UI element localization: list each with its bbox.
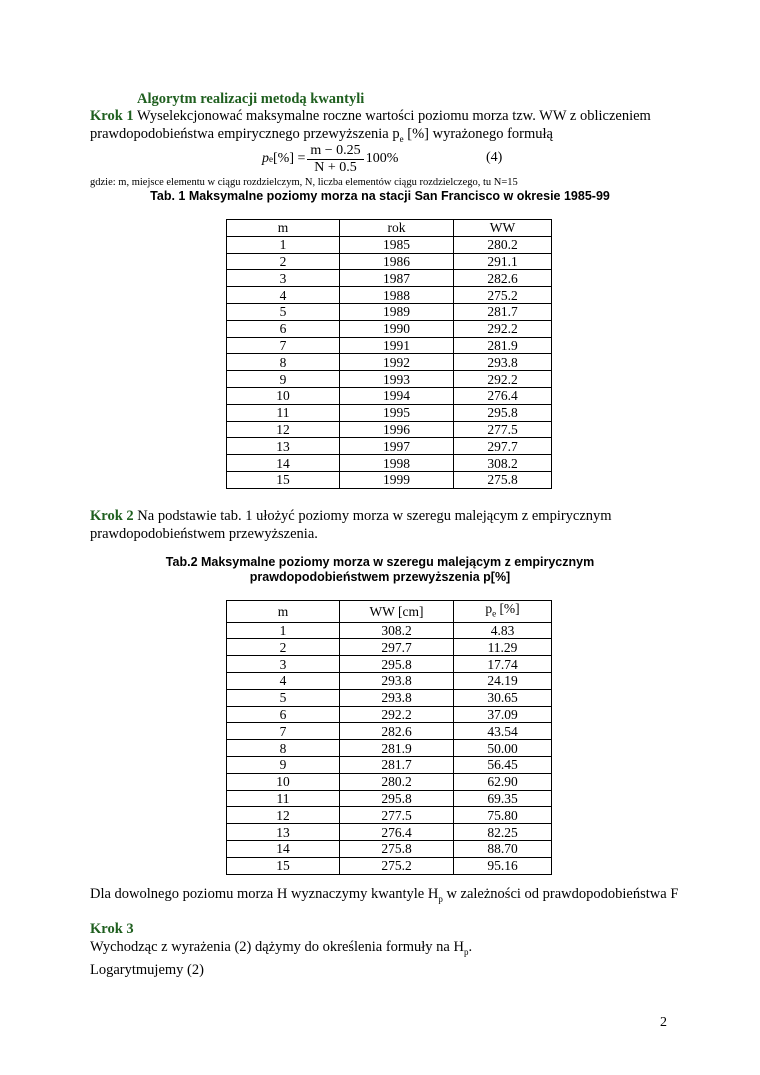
table-cell: 2 xyxy=(227,639,340,656)
table-cell: 282.6 xyxy=(454,270,552,287)
table-row xyxy=(227,404,552,421)
step3-label: Krok 3 xyxy=(90,921,134,937)
formula-lhs-sub: e xyxy=(269,154,273,164)
table-cell: 292.2 xyxy=(454,320,552,337)
table-cell: 282.6 xyxy=(340,723,454,740)
table-cell: 1990 xyxy=(340,320,454,337)
table-cell: 1999 xyxy=(340,471,454,488)
table-cell: 15 xyxy=(227,857,340,874)
table-row xyxy=(227,337,552,354)
formula-number: (4) xyxy=(486,150,503,165)
table-cell: 1996 xyxy=(340,421,454,438)
table-cell: 9 xyxy=(227,371,340,388)
page-heading: Algorytm realizacji metodą kwantyli xyxy=(137,91,365,107)
step2-text-line1: Na podstawie tab. 1 ułożyć poziomy morza w szeregu malejącym z empirycznym xyxy=(133,508,612,524)
table-cell: 1997 xyxy=(340,438,454,455)
table-cell: 10 xyxy=(227,773,340,790)
quantile-text-b: w zależności od prawdopodobieństwa F xyxy=(442,886,679,902)
table-row xyxy=(227,656,552,673)
table-row xyxy=(227,740,552,757)
table-cell: 291.1 xyxy=(454,253,552,270)
table-cell: 13 xyxy=(227,438,340,455)
table-cell: 1991 xyxy=(340,337,454,354)
table-row xyxy=(227,857,552,874)
table-cell: 17.74 xyxy=(454,656,552,673)
table-cell: 3 xyxy=(227,656,340,673)
step3-line1-a: Wychodząc z wyrażenia (2) dążymy do określenia formuły na H xyxy=(90,939,464,955)
table-cell: 276.4 xyxy=(340,824,454,841)
table-cell: 10 xyxy=(227,387,340,404)
table-cell: 11 xyxy=(227,790,340,807)
table-row xyxy=(227,807,552,824)
table-cell: 2 xyxy=(227,253,340,270)
table-cell: 95.16 xyxy=(454,857,552,874)
table1 xyxy=(226,219,552,489)
table-row xyxy=(227,438,552,455)
table-row xyxy=(227,841,552,858)
table-cell: 15 xyxy=(227,471,340,488)
table-cell: 281.9 xyxy=(454,337,552,354)
table-cell: 6 xyxy=(227,320,340,337)
table-row xyxy=(227,253,552,270)
table-row xyxy=(227,673,552,690)
step1-text-line1: Wyselekcjonować maksymalne roczne wartości poziomu morza tzw. WW z obliczeniem xyxy=(133,108,651,124)
table-cell: 82.25 xyxy=(454,824,552,841)
table-cell: 308.2 xyxy=(340,622,454,639)
table-cell: 293.8 xyxy=(340,689,454,706)
table-cell: 1994 xyxy=(340,387,454,404)
table-cell: 5 xyxy=(227,303,340,320)
table2-header-p-rest: [%] xyxy=(496,601,520,616)
table-cell: 275.2 xyxy=(340,857,454,874)
table-row xyxy=(227,303,552,320)
step3-line1-sub: p xyxy=(463,946,469,957)
table-cell: 11.29 xyxy=(454,639,552,656)
table-row xyxy=(227,371,552,388)
step2-paragraph xyxy=(90,507,612,543)
table-cell: 1998 xyxy=(340,455,454,472)
table-cell: 62.90 xyxy=(454,773,552,790)
table-cell: 308.2 xyxy=(454,455,552,472)
table-cell: 56.45 xyxy=(454,757,552,774)
step2-label: Krok 2 xyxy=(90,508,134,524)
table-cell: 7 xyxy=(227,337,340,354)
table-cell: 43.54 xyxy=(454,723,552,740)
formula-numerator: m − 0.25 xyxy=(307,143,363,160)
table-row xyxy=(227,639,552,656)
table2-caption-line1: Tab.2 Maksymalne poziomy morza w szeregu malejącym z empirycznym xyxy=(165,555,595,569)
formula xyxy=(262,142,398,176)
table-cell: 1985 xyxy=(340,236,454,253)
table2-caption xyxy=(90,555,670,585)
table-cell: 13 xyxy=(227,824,340,841)
table-row xyxy=(227,287,552,304)
step3-paragraph xyxy=(90,920,472,979)
step3-line2: Logarytmujemy (2) xyxy=(90,961,204,978)
table-cell: 275.2 xyxy=(454,287,552,304)
table-cell: 297.7 xyxy=(454,438,552,455)
table-row xyxy=(227,689,552,706)
table-cell: 292.2 xyxy=(340,706,454,723)
table-cell: 1987 xyxy=(340,270,454,287)
table-row xyxy=(227,824,552,841)
table-cell: 4.83 xyxy=(454,622,552,639)
table-cell: 4 xyxy=(227,673,340,690)
table-row xyxy=(227,354,552,371)
table-cell: 88.70 xyxy=(454,841,552,858)
table1-header-row xyxy=(227,220,552,237)
step1-text-line2-sub: e xyxy=(399,133,404,144)
table-cell: 1986 xyxy=(340,253,454,270)
table-cell: 12 xyxy=(227,807,340,824)
formula-denominator: N + 0.5 xyxy=(314,159,357,175)
table-cell: 295.8 xyxy=(340,790,454,807)
table-row xyxy=(227,723,552,740)
table-cell: 293.8 xyxy=(340,673,454,690)
table-cell: 1 xyxy=(227,236,340,253)
table-row xyxy=(227,455,552,472)
table-cell: 37.09 xyxy=(454,706,552,723)
table-cell: 275.8 xyxy=(454,471,552,488)
formula-lhs-rest: [%] = xyxy=(273,151,306,166)
table-cell: 277.5 xyxy=(454,421,552,438)
table-cell: 8 xyxy=(227,740,340,757)
table1-header-rok: rok xyxy=(340,220,454,237)
table-row xyxy=(227,387,552,404)
table-cell: 50.00 xyxy=(454,740,552,757)
table-row xyxy=(227,270,552,287)
table-row xyxy=(227,471,552,488)
table-cell: 30.65 xyxy=(454,689,552,706)
table-cell: 293.8 xyxy=(454,354,552,371)
table-row xyxy=(227,320,552,337)
table-cell: 1992 xyxy=(340,354,454,371)
formula-suffix: 100% xyxy=(365,151,399,166)
quantile-sentence xyxy=(90,886,678,904)
table-cell: 295.8 xyxy=(340,656,454,673)
step1-text-line2b: [%] wyrażonego formułą xyxy=(403,126,553,142)
table2-header-p-sub: e xyxy=(492,608,497,619)
table-cell: 24.19 xyxy=(454,673,552,690)
table2-caption-line2: prawdopodobieństwem przewyższenia p[%] xyxy=(249,570,511,584)
table-cell: 280.2 xyxy=(454,236,552,253)
quantile-text-a: Dla dowolnego poziomu morza H wyznaczymy kwantyle H xyxy=(90,886,439,902)
step3-line1-b: . xyxy=(468,939,473,955)
table-cell: 292.2 xyxy=(454,371,552,388)
table-cell: 11 xyxy=(227,404,340,421)
table-cell: 1995 xyxy=(340,404,454,421)
table-cell: 297.7 xyxy=(340,639,454,656)
table-cell: 1 xyxy=(227,622,340,639)
table-cell: 281.7 xyxy=(340,757,454,774)
table-cell: 281.7 xyxy=(454,303,552,320)
table-cell: 5 xyxy=(227,689,340,706)
table-cell: 9 xyxy=(227,757,340,774)
table2 xyxy=(226,600,552,875)
table2-header-m: m xyxy=(227,601,340,623)
table-row xyxy=(227,773,552,790)
table-row xyxy=(227,236,552,253)
table-row xyxy=(227,706,552,723)
quantile-text-sub: p xyxy=(438,893,443,904)
step1-label: Krok 1 xyxy=(90,108,134,124)
table-cell: 8 xyxy=(227,354,340,371)
table-cell: 69.35 xyxy=(454,790,552,807)
table-cell: 277.5 xyxy=(340,807,454,824)
table-cell: 1993 xyxy=(340,371,454,388)
formula-lhs: p xyxy=(262,151,269,166)
table-cell: 295.8 xyxy=(454,404,552,421)
table-cell: 6 xyxy=(227,706,340,723)
table-cell: 14 xyxy=(227,841,340,858)
where-text: gdzie: m, miejsce elementu w ciągu rozdzielczym, N, liczba elementów ciągu rozdzielczego, tu N=15 xyxy=(90,177,518,188)
table-cell: 1988 xyxy=(340,287,454,304)
table-row xyxy=(227,790,552,807)
table-cell: 1989 xyxy=(340,303,454,320)
table1-header-ww: WW xyxy=(454,220,552,237)
formula-fraction xyxy=(307,143,363,176)
table-row xyxy=(227,757,552,774)
table-cell: 281.9 xyxy=(340,740,454,757)
page-number: 2 xyxy=(660,1015,667,1030)
step1-text-line2a: prawdopodobieństwa empirycznego przewyższenia p xyxy=(90,126,400,142)
table2-header-p-main: p xyxy=(485,601,493,616)
step2-text-line2: prawdopodobieństwem przewyższenia. xyxy=(90,526,318,542)
table-row xyxy=(227,421,552,438)
table-cell: 3 xyxy=(227,270,340,287)
table1-caption: Tab. 1 Maksymalne poziomy morza na stacji San Francisco w okresie 1985-99 xyxy=(150,189,610,203)
table-cell: 7 xyxy=(227,723,340,740)
table-cell: 275.8 xyxy=(340,841,454,858)
table-cell: 12 xyxy=(227,421,340,438)
table-cell: 276.4 xyxy=(454,387,552,404)
table-cell: 280.2 xyxy=(340,773,454,790)
table-cell: 4 xyxy=(227,287,340,304)
table1-header-m: m xyxy=(227,220,340,237)
table2-header-p xyxy=(454,601,552,623)
table2-header-ww: WW [cm] xyxy=(340,601,454,623)
table2-header-row xyxy=(227,601,552,623)
table-cell: 14 xyxy=(227,455,340,472)
table-row xyxy=(227,622,552,639)
table-cell: 75.80 xyxy=(454,807,552,824)
